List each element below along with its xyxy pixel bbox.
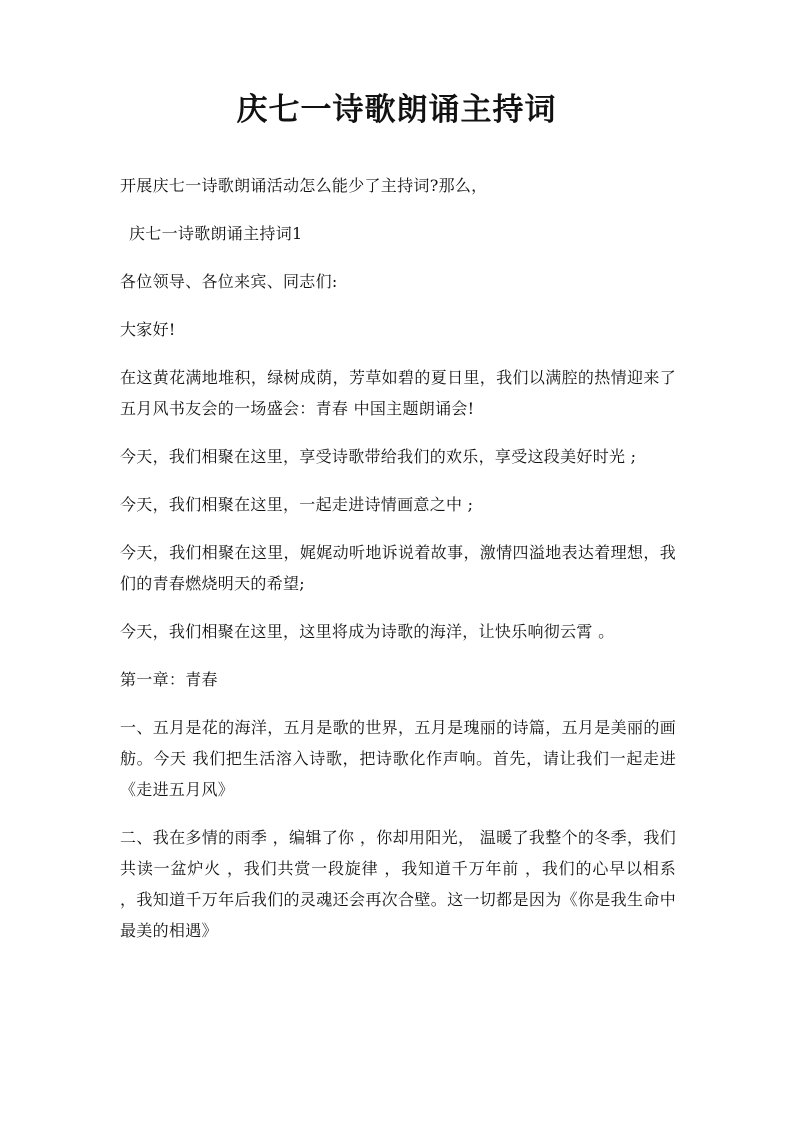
document-body — [120, 170, 676, 963]
today-paragraph-4: 今天，我们相聚在这里，这里将成为诗歌的海洋，让快乐响彻云霄 。 — [120, 622, 615, 641]
section-heading: 庆七一诗歌朗诵主持词1 — [129, 224, 303, 243]
today-paragraph-2: 今天，我们相聚在这里，一起走进诗情画意之中 ; — [120, 495, 474, 514]
salutation: 各位领导、各位来宾、同志们: — [120, 272, 338, 291]
today-paragraph-3: 今天，我们相聚在这里，娓娓动听地诉说着故事，激情四溢地表达着理想，我们的青春燃烧明天的希望; — [120, 543, 676, 593]
intro-paragraph: 开展庆七一诗歌朗诵活动怎么能少了主持词?那么， — [120, 176, 488, 195]
chapter-item-2: 二、我在多情的雨季 ，编辑了你 ，你却用阳光， 温暖了我整个的冬季，我们共读一盆炉火 ，我们共赏一段旋律 ，我知道千万年前 ，我们的心早以相系 ，我知道千万年后我们的灵魂还会再次合壁。这一切都是因为《你是我生命中最美的相遇》 — [120, 828, 676, 940]
greeting: 大家好! — [120, 320, 176, 339]
chapter-heading: 第一章：青春 — [120, 670, 218, 689]
document-title: 庆七一诗歌朗诵主持词 — [236, 92, 557, 128]
chapter-item-1: 一、五月是花的海洋，五月是歌的世界，五月是瑰丽的诗篇，五月是美丽的画舫。今天 我们把生活溶入诗歌，把诗歌化作声响。首先，请让我们一起走进《走进五月风》 — [120, 718, 676, 799]
opening-paragraph: 在这黄花满地堆积，绿树成荫，芳草如碧的夏日里，我们以满腔的热情迎来了五月风书友会的一场盛会：青春 中国主题朗诵会! — [120, 368, 676, 418]
today-paragraph-1: 今天，我们相聚在这里，享受诗歌带给我们的欢乐，享受这段美好时光 ; — [120, 447, 637, 466]
